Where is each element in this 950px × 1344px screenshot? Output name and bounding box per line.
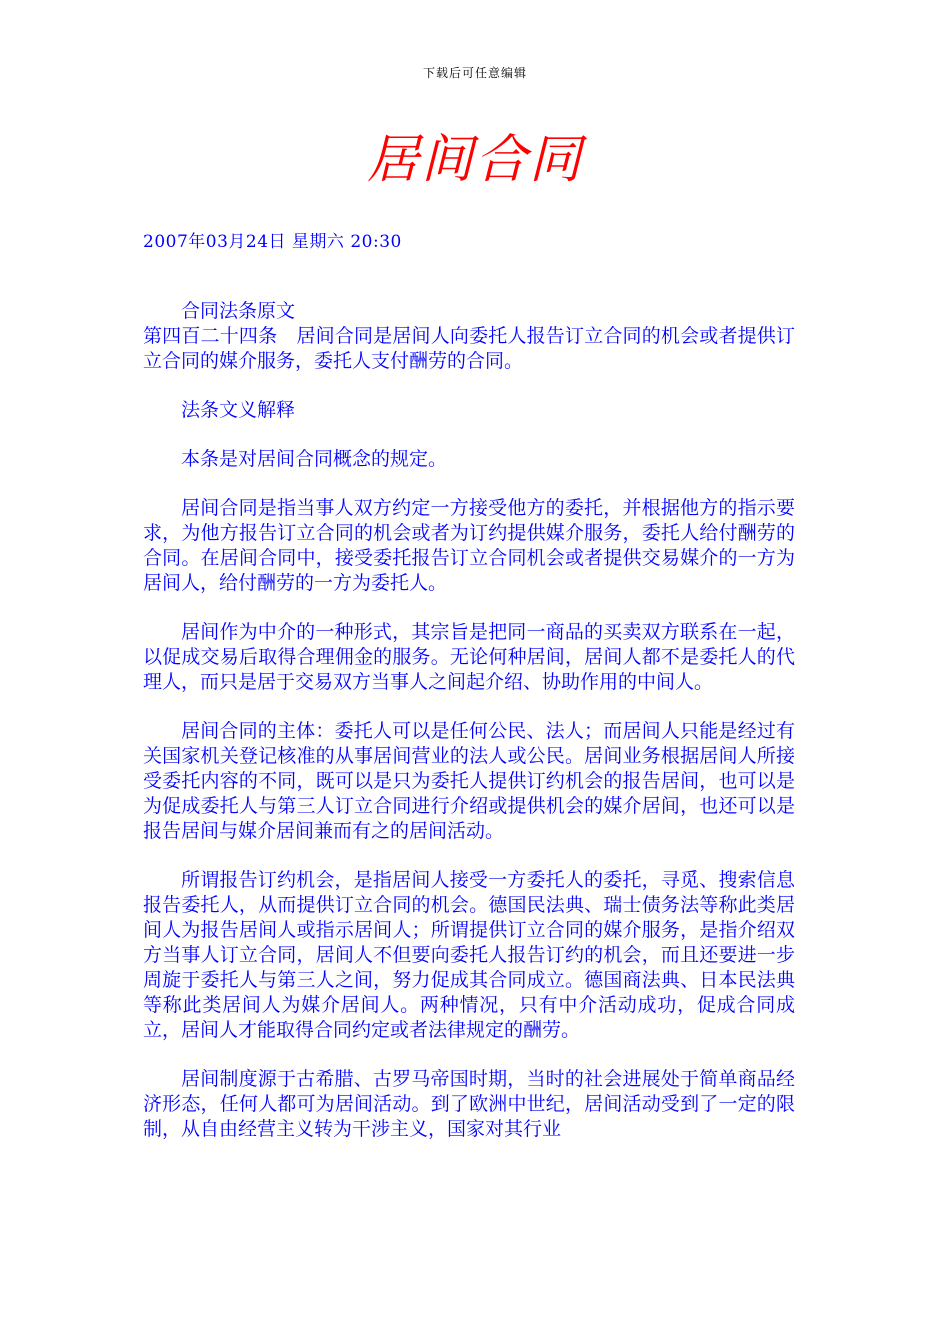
paragraph: 居间作为中介的一种形式，其宗旨是把同一商品的买卖双方联系在一起，以促成交易后取得合理佣金的服务。无论何种居间，居间人都不是委托人的代理人，而只是居于交易双方当事人之间起介绍、协助作用的中间人。 <box>143 621 795 693</box>
paragraph: 本条是对居间合同概念的规定。 <box>181 448 448 470</box>
section-heading-interpretation: 法条文义解释 <box>181 399 296 421</box>
document-body <box>143 299 795 1166</box>
date-line: 2007年03月24日 星期六 20:30 <box>143 232 402 252</box>
paragraph: 居间制度源于古希腊、古罗马帝国时期，当时的社会进展处于简单商品经济形态，任何人都可为居间活动。到了欧洲中世纪，居间活动受到了一定的限制，从自由经营主义转为干涉主义，国家对其行业 <box>143 1068 795 1140</box>
document-title: 居间合同 <box>366 130 583 190</box>
paragraph: 居间合同是指当事人双方约定一方接受他方的委托，并根据他方的指示要求，为他方报告订立合同的机会或者为订约提供媒介服务，委托人给付酬劳的合同。在居间合同中，接受委托报告订立合同机会或者提供交易媒介的一方为居间人，给付酬劳的一方为委托人。 <box>143 497 795 594</box>
paragraph: 所谓报告订约机会，是指居间人接受一方委托人的委托，寻觅、搜索信息报告委托人，从而提供订立合同的机会。德国民法典、瑞士债务法等称此类居间人为报告居间人或指示居间人；所谓提供订立合同的媒介服务，是指介绍双方当事人订立合同，居间人不但要向委托人报告订约的机会，而且还要进一步周旋于委托人与第三人之间，努力促成其合同成立。德国商法典、日本民法典等称此类居间人为媒介居间人。两种情况，只有中介活动成功，促成合同成立，居间人才能取得合同约定或者法律规定的酬劳。 <box>143 869 795 1041</box>
article-text: 第四百二十四条 居间合同是居间人向委托人报告订立合同的机会或者提供订立合同的媒介服务，委托人支付酬劳的合同。 <box>143 325 795 372</box>
paragraph: 居间合同的主体：委托人可以是任何公民、法人；而居间人只能是经过有关国家机关登记核准的从事居间营业的法人或公民。居间业务根据居间人所接受委托内容的不同，既可以是只为委托人提供订约机会的报告居间，也可以是为促成委托人与第三人订立合同进行介绍或提供机会的媒介居间，也还可以是报告居间与媒介居间兼而有之的居间活动。 <box>143 720 795 842</box>
section-heading-original-text: 合同法条原文 <box>181 300 296 322</box>
header-note: 下载后可任意编辑 <box>422 66 527 80</box>
